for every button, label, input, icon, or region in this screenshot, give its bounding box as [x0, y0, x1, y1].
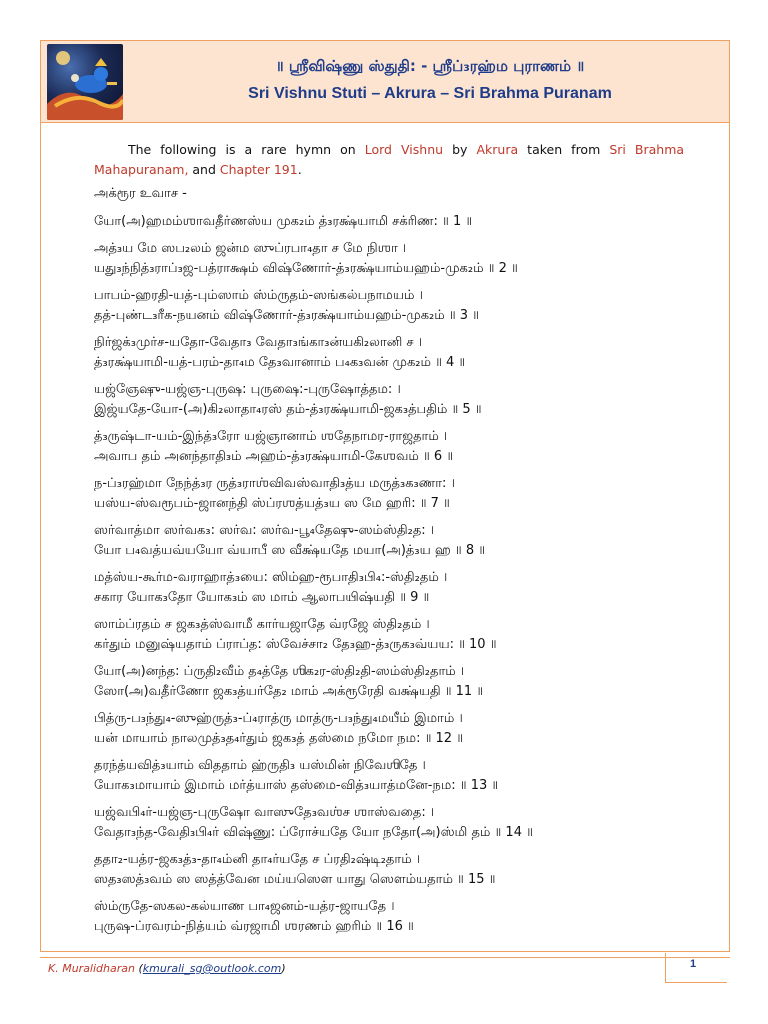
intro-text: and [188, 162, 220, 177]
verse-line: புருஷ-ப்ரவரம்-நித்யம் வ்ரஜாமி ஶரணம் ஹரிம் ॥ 16 ॥ [94, 919, 414, 934]
verse-line: ஸாம்ப்ரதம் ச ஜக₃த்ஸ்வாமீ கார்யஜாதே வ்ரஜே ஸ்தி₂தம் । [94, 617, 430, 632]
verse-line: யோ(அ)ஹமம்ஶாவதீர்ணஸ்ய முக₂ம் த்₃ரக்ஷ்யாமி சக்ரிண꞉ ॥ 1 ॥ [94, 214, 473, 229]
verse-line: த்₃ரக்ஷ்யாமி-யத்-பரம்-தா₄ம தே₃வானாம் ப₄க₃வன் முக₂ம் ॥ 4 ॥ [94, 355, 466, 370]
intro-chapter: Chapter 191 [219, 162, 298, 177]
intro-source: Sri Brahma Mahapuranam, [94, 142, 685, 177]
intro-lord-vishnu: Lord Vishnu [364, 142, 444, 157]
verse-line: யோக₃மாயாம் இமாம் மர்த்யாஸ் தஸ்மை-வித்₃யாத்மனே-நம꞉ ॥ 13 ॥ [94, 778, 499, 793]
intro-text: by [443, 142, 477, 157]
verse-line: யோ(அ)னந்த꞉ ப்ருதி₂வீம் த₄த்தே ஶிக₂ர-ஸ்தி₂தி-ஸம்ஸ்தி₂தாம் । [94, 664, 465, 679]
intro-akrura: Akrura [476, 142, 519, 157]
intro-text: . [297, 162, 302, 177]
footer-paren-close: ) [281, 962, 286, 975]
verse-line: யஜ்வபி₄ர்-யஜ்ஞ-புருஷோ வாஸுதே₃வஶ்ச ஶாஸ்வதை꞉ । [94, 805, 435, 820]
verse-line: நிர்ஜக்₃முர்ச-யதோ-வேதா₃ வேதா₃ங்கா₃ன்யகி₂லானி ச । [94, 335, 422, 350]
footer-divider [40, 957, 730, 958]
verse-line: இஜ்யதே-யோ-(அ)கி₂லாதா₄ரஸ் தம்-த்₃ரக்ஷ்யாமி-ஜக₃த்பதிம் ॥ 5 ॥ [94, 402, 482, 417]
verse-line: ஸத₃ஸத்₃வம் ஸ ஸத்த்வேன மய்யஸௌ யாது ஸௌம்யதாம் ॥ 15 ॥ [94, 872, 496, 887]
hymn-body [94, 184, 714, 937]
footer-author: K. Muralidharan [48, 962, 135, 975]
page-title-english: Sri Vishnu Stuti – Akrura – Sri Brahma Puranam [248, 85, 612, 102]
intro-text: taken from [518, 142, 610, 157]
footer-paren-open: ( [134, 962, 143, 975]
page-number: 1 [690, 958, 697, 970]
page-title-tamil: ॥ ஶ்ரீவிஷ்ணு ஸ்துதி꞉ - ஶ்ரீப்₃ரஹ்ம புராணம் ॥ [275, 57, 585, 75]
vishnu-image [47, 44, 123, 120]
verse-line: தரந்த்யவித்₃யாம் விததாம் ஹ்ருதி₃ யஸ்மின் நிவேஶிதே । [94, 758, 426, 773]
hymn-opening: அக்ரூர உவாச - [94, 186, 187, 201]
verse-line: யஜ்ஞேஷு-யஜ்ஞ-புருஷ꞉ புருஷை꞉-புருஷோத்தம꞉ । [94, 382, 401, 397]
footer [48, 962, 286, 975]
verse-line: ததா₂-யத்ர-ஜக₃த்₃-தா₄ம்னி தா₄ர்யதே ச ப்ரதி₂ஷ்டி₂தாம் । [94, 852, 421, 867]
verse-line: மத்ஸ்ய-கூர்ம-வராஹாத்₃யை꞉ ஸிம்ஹ-ரூபாதி₃பி₄꞉-ஸ்தி₂தம் । [94, 570, 448, 585]
verse-line: கர்தும் மனுஷ்யதாம் ப்ராப்த꞉ ஸ்வேச்சா₂ தே₃ஹ-த்₃ருக₃வ்யய꞉ ॥ 10 ॥ [94, 637, 497, 652]
verse-line: பித்ரு-ப₃ந்து₄-ஸுஹ்ருத்₃-ப்₄ராத்ரு மாத்ரு-ப₃ந்து₄மயீம் இமாம் । [94, 711, 463, 726]
verse-line: பாபம்-ஹரதி-யத்-பும்ஸாம் ஸ்ம்ருதம்-ஸங்கல்பநாமயம் । [94, 288, 423, 303]
intro-paragraph [94, 140, 684, 180]
verse-line: அவாப தம் அனந்தாதி₃ம் அஹம்-த்₃ரக்ஷ்யாமி-கேஶவம் ॥ 6 ॥ [94, 449, 454, 464]
vishnu-illustration [47, 44, 123, 120]
verse-line: ஸ்ம்ருதே-ஸகல-கல்யாண பா₄ஜனம்-யத்ர-ஜாயதே । [94, 899, 395, 914]
verse-line: த்₃ருஷ்டா-யம்-இந்த்₃ரோ யஜ்ஞானாம் ஶதேநாமர-ராஜதாம் । [94, 429, 448, 444]
verse-line: யது₃ந்நித்₃ராப்₃ஜ-பத்ராக்ஷம் விஷ்ணோர்-த்₃ரக்ஷ்யாம்யஹம்-முக₂ம் ॥ 2 ॥ [94, 261, 518, 276]
footer-email-link[interactable]: kmurali_sg@outlook.com [142, 962, 282, 975]
verse-line: தத்-புண்ட₃ரீக-நயனம் விஷ்ணோர்-த்₃ரக்ஷ்யாம்யஹம்-முக₂ம் ॥ 3 ॥ [94, 308, 479, 323]
verse-line: ஸர்வாத்மா ஸர்வக₃꞉ ஸர்வ꞉ ஸர்வ-பூ₄தேஷு-ஸம்ஸ்தி₂த꞉ । [94, 523, 435, 538]
verse-line: அத்₃ய மே ஸப₂லம் ஜன்ம ஸுப்ரபா₄தா ச மே நிஶா । [94, 241, 407, 256]
verse-line: ஸோ(அ)வதீர்ணோ ஜக₃த்யர்தே₂ மாம் அக்ரூரேதி வக்ஷ்யதி ॥ 11 ॥ [94, 684, 484, 699]
verse-line: வேதா₃ந்த-வேதி₃பி₄ர் விஷ்ணு꞉ ப்ரோச்யதே யோ நதோ(அ)ஸ்மி தம் ॥ 14 ॥ [94, 825, 533, 840]
verse-line: ந-ப்₃ரஹ்மா நேந்த்₃ர ருத்₃ராஶ்விவஸ்வாதி₃த்ய மருத்₃க₃ணா꞉ । [94, 476, 455, 491]
verse-line: சகார யோக₃தோ யோக₃ம் ஸ மாம் ஆலாபயிஷ்யதி ॥ 9 ॥ [94, 590, 430, 605]
verse-line: யஸ்ய-ஸ்வரூபம்-ஜானந்தி ஸ்ப்ரஶத்யத்₃ய ஸ மே ஹரி꞉ ॥ 7 ॥ [94, 496, 450, 511]
verse-line: யோ ப₄வத்யவ்யயோ வ்யாபீ ஸ வீக்ஷ்யதே மயா(அ)த்₃ய ஹ ॥ 8 ॥ [94, 543, 486, 558]
intro-text: The following is a rare hymn on [128, 142, 365, 157]
header-banner [40, 40, 730, 123]
verse-line: யன் மாயாம் நாலமுத்₃த₄ர்தும் ஜக₃த் தஸ்மை நமோ நம꞉ ॥ 12 ॥ [94, 731, 463, 746]
